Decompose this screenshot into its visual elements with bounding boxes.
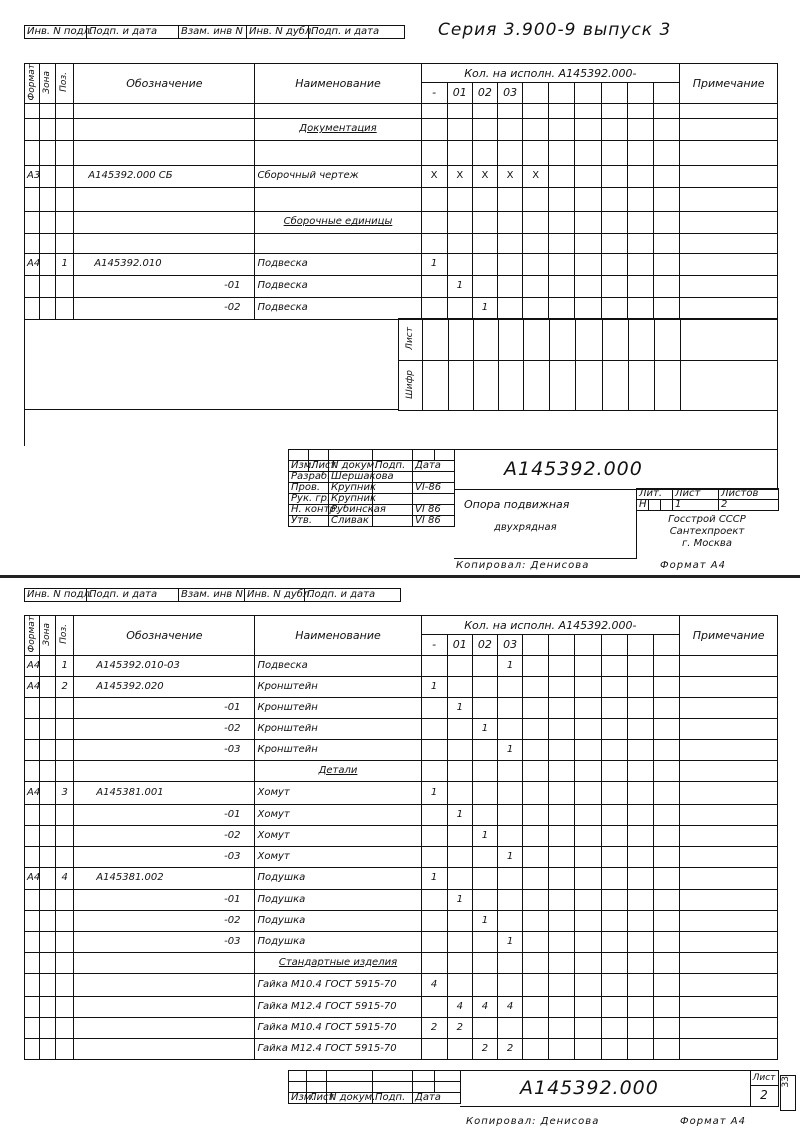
qty-col: - [421,83,447,103]
stamp-cell: Подп. и дата [309,26,405,39]
sheet-number-box: Лист 2 [750,1070,779,1107]
side-label-list: Лист [399,319,423,361]
table-row: -02 Хомут 1 [25,825,778,846]
stamp-cell: Инв. N дубл. [245,589,305,602]
stamp-cell: Подп. и дата [305,589,401,602]
table-row: -03 Кронштейн 1 [25,739,778,760]
doc-number: А145392.000 [520,1077,659,1099]
table-row: Гайка М10.4 ГОСТ 5915-70 2 2 [25,1017,778,1038]
section-title: Сборочные единицы [283,216,393,228]
stamp-cell: Инв. N подл. [25,589,87,602]
qty-col: 02 [472,83,497,103]
table-row: А4 4 А145381.002 Подушка 1 [25,867,778,889]
table-row: -02 Подушка 1 [25,910,778,931]
qty-col: - [421,635,447,655]
table-row: -02 Кронштейн 1 [25,718,778,739]
format-label: Формат А4 [660,560,726,571]
qty-col: 03 [498,83,523,103]
side-grid [398,318,778,411]
section-title: Документация [299,123,377,135]
side-label-code: Шифр [399,361,423,411]
qty-col: 01 [447,635,472,655]
product-name-2: двухрядная [494,522,557,533]
table-row: Гайка М12.4 ГОСТ 5915-70 2 2 [25,1038,778,1059]
archive-stamp [24,25,405,39]
copied-by: Копировал: Денисова [466,1116,600,1127]
table-row: А4 1 А145392.010-03 Подвеска 1 [25,655,778,676]
table-row [25,760,778,781]
stamp-cell: Взам. инв N [179,589,245,602]
table-row: -01 Хомут 1 [25,804,778,825]
sheet-2 [0,578,800,1134]
qty-col: 02 [472,635,497,655]
table-row: А4 3 А145381.001 Хомут 1 [25,781,778,804]
table-row: Гайка М10.4 ГОСТ 5915-70 4 [25,973,778,996]
table-row: -01 Подушка 1 [25,889,778,910]
col-pos: Поз. [56,64,74,104]
col-format: Формат [25,616,40,656]
qty-col: 01 [447,83,472,103]
table-row: А4 1 А145392.010 Подвеска 1 [25,253,778,275]
revision-block: Изм. Лист N докум. Подп. Дата [288,1070,461,1104]
table-row: -01 Кронштейн 1 [25,697,778,718]
doc-number: А145392.000 [504,458,643,480]
col-qty: Кол. на исполн. А145392.000- [421,64,680,83]
stamp-cell: Взам. инв N [179,26,247,39]
stamp-cell: Подп. и дата [87,589,179,602]
stamp-cell: Подп. и дата [87,26,179,39]
col-designation: Обозначение [74,64,255,104]
series-label: Серия 3.900-9 выпуск 3 [438,20,672,40]
table-row: А4 2 А145392.020 Кронштейн 1 [25,676,778,697]
table-row: -03 Подушка 1 [25,931,778,952]
stamp-cell: Инв. N подл. [25,26,87,39]
stamp-cell: Инв. N дубл. [247,26,309,39]
signature-block: Изм. Лист N докум. Подп. Дата Разраб. Шершакова Пров. Крупник VI-86 Рук. гр. Крупник Н. контр. Рубинская VI 86 Утв. Сливак VI 86 [288,449,455,527]
table-row: -02 Подвеска 1 [25,297,778,319]
spec-table-2 [24,615,778,1060]
product-name: Опора подвижная [464,498,570,511]
format-label: Формат А4 [680,1116,746,1127]
col-name: Наименование [255,616,421,656]
table-row: А3 А145392.000 СБ Сборочный чертеж X X X X X [25,165,778,187]
col-designation: Обозначение [74,616,255,656]
col-pos: Поз. [56,616,74,656]
col-qty: Кол. на исполн. А145392.000- [421,616,680,635]
sheet-info: Лит. Лист Листов Н 1 2 [636,488,779,511]
table-row: -03 Хомут 1 [25,846,778,867]
spec-table-1 [24,63,778,320]
col-note: Примечание [680,64,778,104]
table-row [25,952,778,973]
qty-col: 03 [498,635,523,655]
col-zone: Зона [40,64,56,104]
table-row: -01 Подвеска 1 [25,275,778,297]
archive-stamp [24,588,401,602]
col-zone: Зона [40,616,56,656]
col-note: Примечание [680,616,778,656]
table-row: Гайка М12.4 ГОСТ 5915-70 4 4 4 [25,996,778,1017]
copied-by: Копировал: Денисова [456,560,590,571]
section-title: Детали [318,764,358,776]
organization: Госстрой СССР Сантехпроект г. Москва [668,514,746,549]
col-name: Наименование [255,64,421,104]
col-format: Формат [25,64,40,104]
page-number: 33 [780,1075,796,1111]
section-title: Стандартные изделия [278,956,398,968]
